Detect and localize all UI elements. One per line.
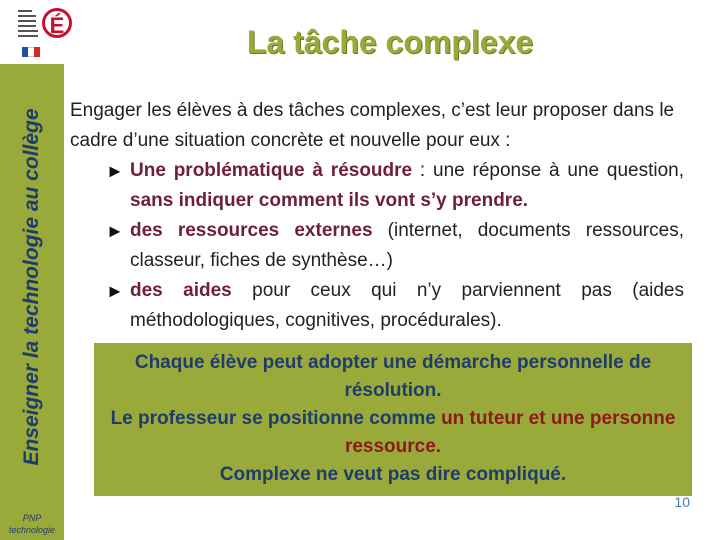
summary-box [94, 343, 692, 496]
intro-paragraph: Engager les élèves à des tâches complexes, c’est leur proposer dans le cadre d’une situation concrète et nouvelle pour eux : [70, 100, 675, 151]
bullet-item [70, 216, 684, 276]
bullet-highlight: des aides [130, 280, 232, 301]
box-line-2-highlight: un tuteur et une personne ressource. [344, 408, 676, 457]
page-title: La tâche complexe [246, 24, 534, 60]
bullet-item [70, 156, 684, 216]
technologie-label: technologie [8, 525, 56, 535]
bullet-text: pour ceux qui n’y parviennent pas (aides méthodologiques, cognitives, procédurales). [130, 280, 685, 331]
logo-text-lines [18, 10, 38, 40]
bullet-highlight: des ressources externes [130, 220, 373, 241]
bullet-text: : une réponse à une question, [412, 160, 684, 181]
side-title: Enseigner la technologie au collège [20, 108, 43, 466]
pnp-footer [0, 512, 64, 536]
bullet-item [70, 276, 684, 336]
main-content [70, 96, 684, 336]
bullet-list [70, 156, 684, 336]
page-number: 10 [674, 494, 690, 510]
bullet-highlight: Une problématique à résoudre [130, 160, 413, 181]
flag-icon [22, 47, 40, 57]
box-line-2-text: Le professeur se positionne comme [110, 408, 442, 429]
arrow-icon: ► [106, 281, 124, 301]
pnp-label: PNP [22, 513, 42, 523]
arrow-icon: ► [106, 221, 124, 241]
logo-e-icon: É [42, 8, 72, 38]
arrow-icon: ► [106, 161, 124, 181]
box-line-1: Chaque élève peut adopter une démarche personnelle de résolution. [134, 352, 652, 401]
ministry-logo [6, 4, 68, 62]
box-line-3: Complexe ne veut pas dire compliqué. [219, 464, 567, 485]
box-line-2 [102, 405, 684, 461]
bullet-text: (internet, documents ressources, classeur, fiches de synthèse…) [130, 220, 684, 271]
bullet-highlight: sans indiquer comment ils vont s’y prendre. [130, 190, 529, 211]
